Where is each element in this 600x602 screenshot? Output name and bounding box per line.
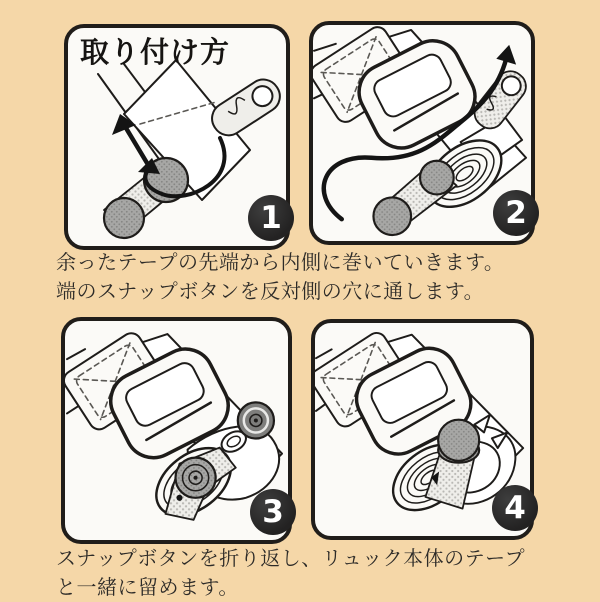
step-panel-3 xyxy=(61,317,292,544)
step-panel-2 xyxy=(309,21,535,245)
snap-button-icon xyxy=(373,197,411,235)
caption-line: スナップボタンを折り返し、リュック本体のテープ xyxy=(56,546,526,570)
caption-line: 余ったテープの先端から内側に巻いていきます。 xyxy=(56,250,505,274)
snap-button-icon xyxy=(175,458,215,498)
caption-line: 端のスナップボタンを反対側の穴に通します。 xyxy=(56,279,485,303)
step-number-badge: 3 xyxy=(250,489,296,535)
step-panel-4 xyxy=(311,319,534,540)
step-panel-1 xyxy=(64,24,290,250)
step-number-badge: 2 xyxy=(493,190,539,236)
bag-edge-line xyxy=(316,349,332,358)
snap-button-icon xyxy=(104,198,144,238)
bag-edge-line xyxy=(67,349,85,359)
snap-button-through-hole-icon xyxy=(238,402,274,438)
bag-edge-line xyxy=(314,44,336,51)
caption-steps-3-4 xyxy=(56,544,561,602)
snap-button-icon xyxy=(420,161,454,195)
strap-tab-eyelet-icon xyxy=(206,73,286,141)
step-number-badge: 4 xyxy=(492,485,538,531)
strap-hole-dot xyxy=(177,495,183,501)
fastened-snap-button-icon xyxy=(438,420,479,463)
page-title: 取り付け方 xyxy=(80,35,231,69)
step-number-badge: 1 xyxy=(248,195,294,241)
caption-line: と一緒に留めます。 xyxy=(56,575,239,599)
caption-steps-1-2 xyxy=(56,248,561,306)
